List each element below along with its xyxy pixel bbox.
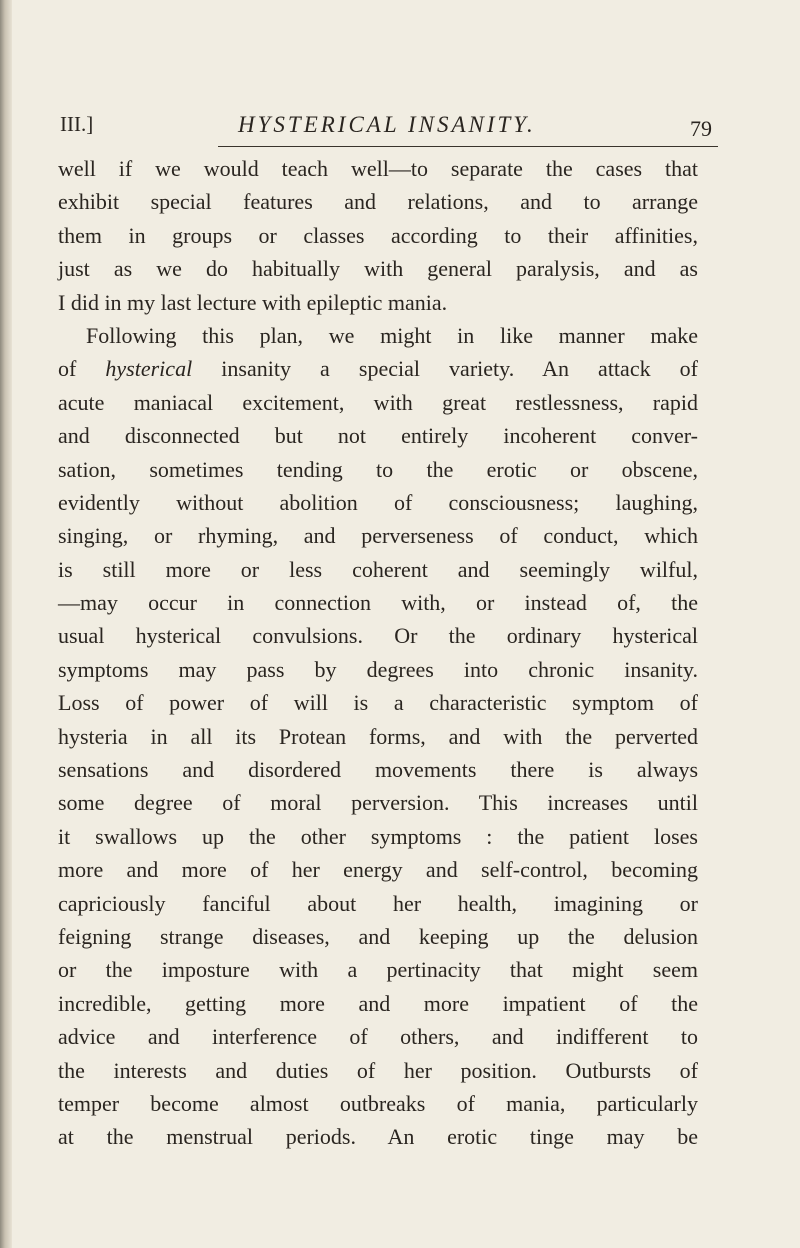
text-line: —may occur in connection with, or instead of, the: [58, 590, 698, 616]
text-line: exhibit special features and relations, and to arrange: [58, 189, 698, 215]
text-line: the interests and duties of her position. Outbursts of: [58, 1057, 698, 1083]
italic-term: hysterical: [105, 356, 193, 382]
text-line: them in groups or classes according to their affinities,: [58, 222, 698, 248]
book-page: [48, 0, 780, 1248]
chapter-marker: III.]: [60, 112, 94, 136]
text-line: it swallows up the other symptoms : the patient loses: [58, 823, 698, 849]
page-number: 79: [690, 116, 712, 141]
text-line: capriciously fanciful about her health, imagining or: [58, 890, 698, 916]
running-head: [48, 112, 780, 148]
text-line: hysteria in all its Protean forms, and with the perverted: [58, 723, 698, 749]
page-edge-shadow: [0, 0, 12, 1248]
text-line: at the menstrual periods. An erotic tinge may be: [58, 1124, 698, 1150]
text-line: temper become almost outbreaks of mania, particularly: [58, 1090, 698, 1116]
text-line: well if we would teach well—to separate the cases that: [58, 156, 698, 181]
text-line: singing, or rhyming, and perverseness of conduct, which: [58, 523, 698, 549]
text-line: sation, sometimes tending to the erotic or obscene,: [58, 456, 698, 482]
text-line: usual hysterical convulsions. Or the ordinary hysterical: [58, 623, 698, 649]
text-line: or the imposture with a pertinacity that might seem: [58, 957, 698, 983]
text-line: some degree of moral perversion. This increases until: [58, 790, 698, 816]
text-line: of hysterical insanity a special variety. An attack of: [58, 356, 698, 382]
text-line: and disconnected but not entirely incoherent conver-: [58, 423, 698, 449]
header-divider: [218, 146, 718, 147]
page-title: HYSTERICAL INSANITY.: [238, 112, 536, 137]
text-line: symptoms may pass by degrees into chronic insanity.: [58, 656, 698, 682]
text-line: feigning strange diseases, and keeping up the delusion: [58, 923, 698, 949]
text-line: is still more or less coherent and seemingly wilful,: [58, 556, 698, 582]
text-line: Loss of power of will is a characteristic symptom of: [58, 690, 698, 716]
text-line: sensations and disordered movements there is always: [58, 757, 698, 783]
text-line: advice and interference of others, and indifferent to: [58, 1024, 698, 1050]
text-line: I did in my last lecture with epileptic mania.: [58, 289, 448, 315]
text-line: Following this plan, we might in like manner make: [86, 322, 698, 348]
text-line: more and more of her energy and self-control, becoming: [58, 857, 698, 883]
text-line: just as we do habitually with general paralysis, and as: [58, 256, 698, 282]
text-line: acute maniacal excitement, with great restlessness, rapid: [58, 389, 698, 415]
body-text: [58, 152, 698, 1154]
text-line: evidently without abolition of consciousness; laughing,: [58, 489, 698, 515]
text-line: incredible, getting more and more impatient of the: [58, 990, 698, 1016]
